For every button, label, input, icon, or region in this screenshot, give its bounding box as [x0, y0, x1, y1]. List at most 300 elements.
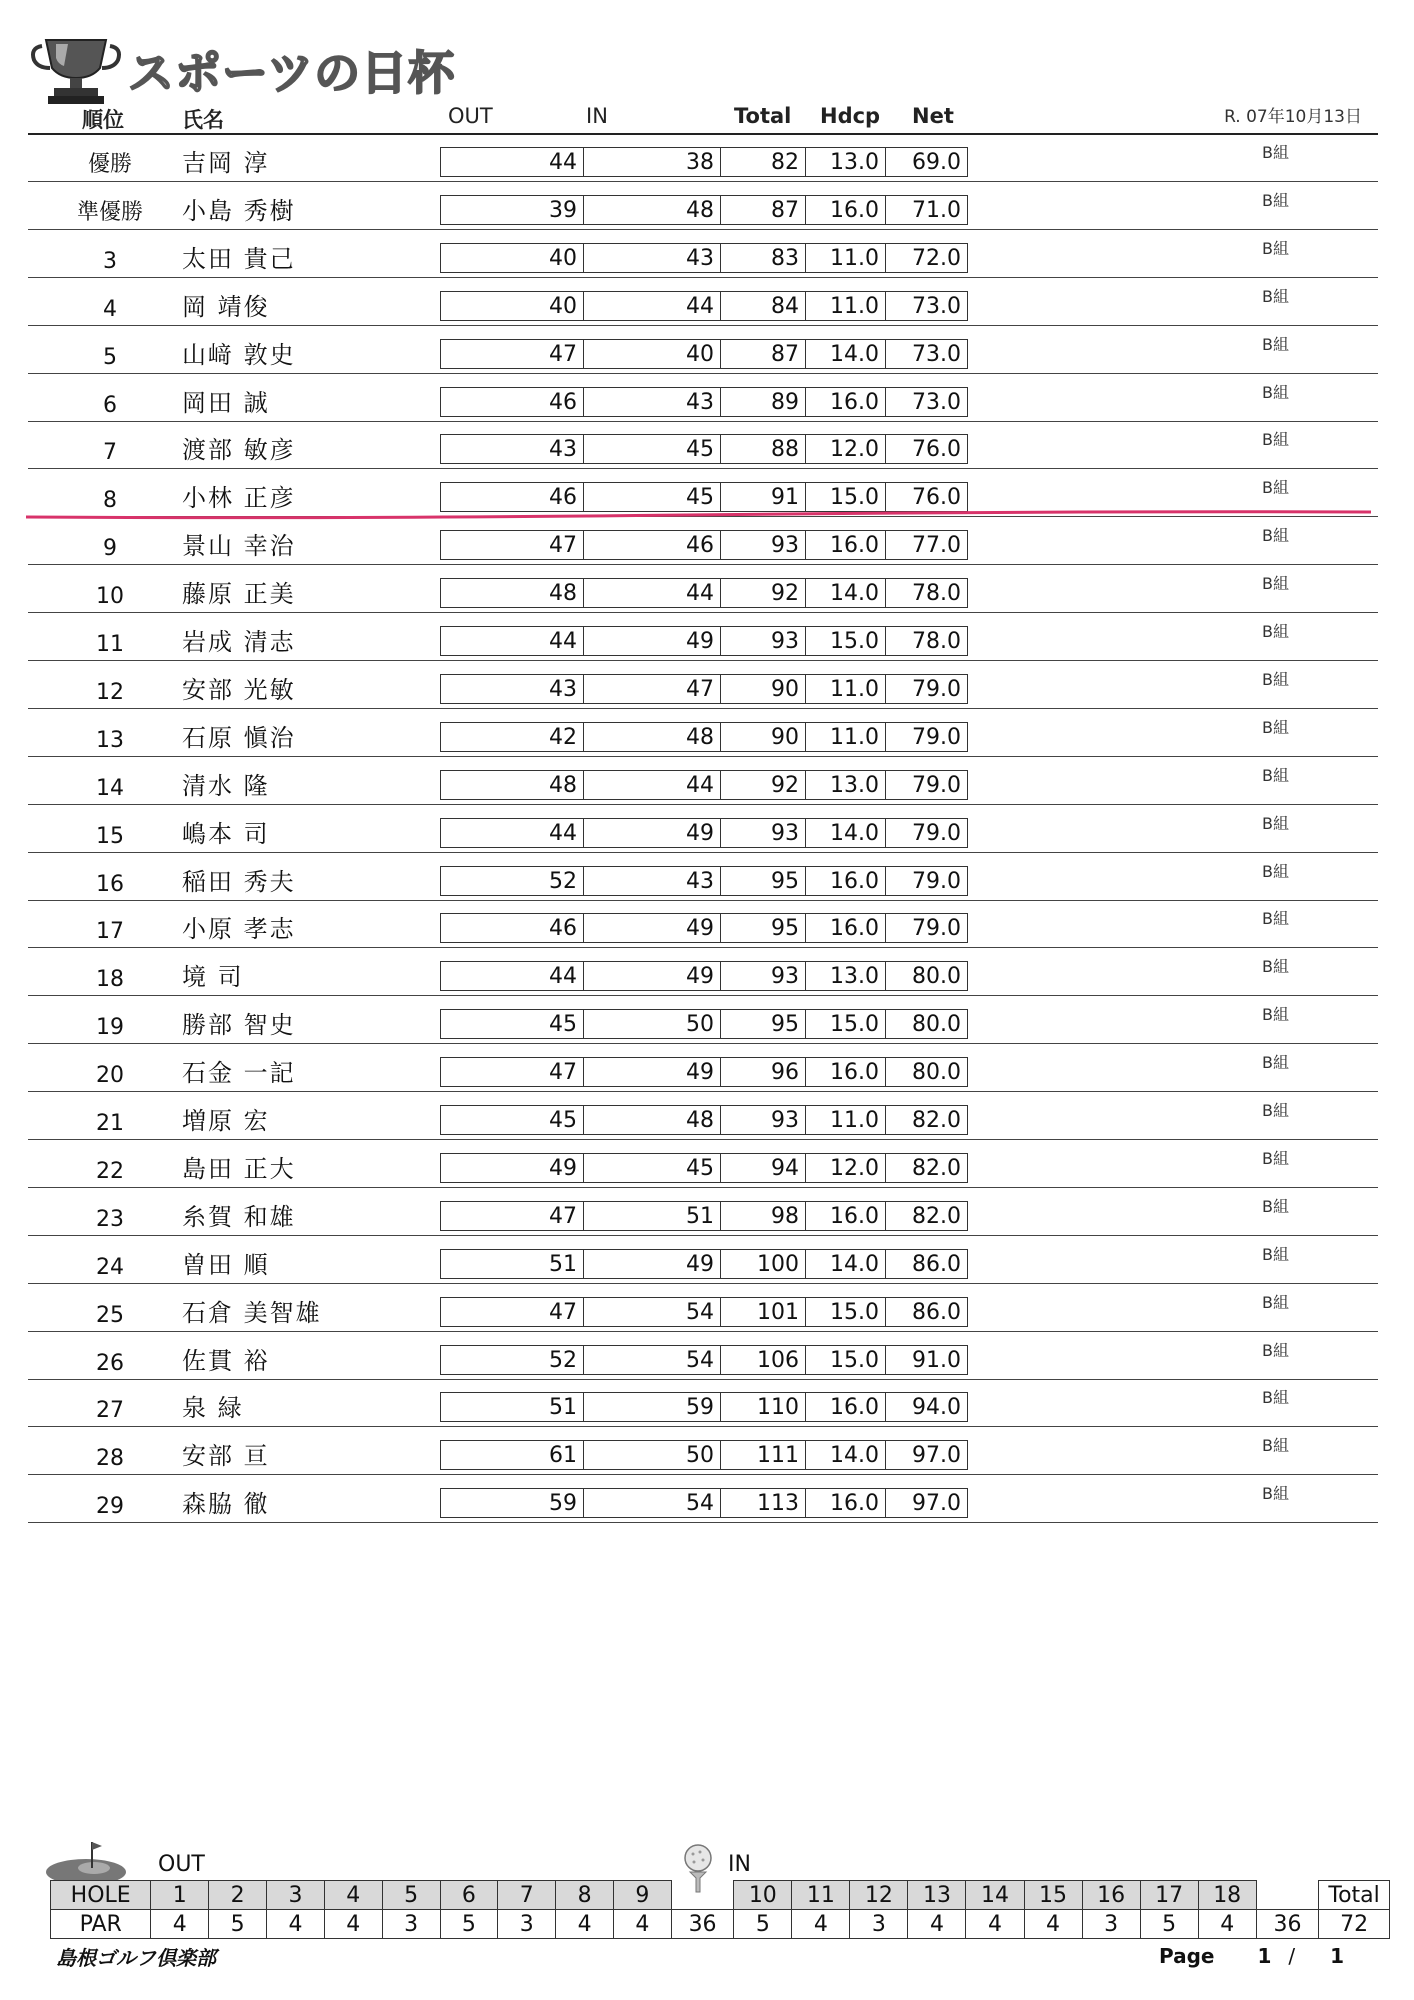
result-row — [0, 1427, 1414, 1475]
name-header: 氏名 — [182, 108, 224, 132]
net-score: 76.0 — [912, 437, 961, 463]
in-score: 46 — [584, 531, 721, 559]
hdcp-header: Hdcp — [820, 104, 881, 128]
rank: 12 — [96, 679, 124, 705]
in-total-spacer — [1256, 1881, 1318, 1910]
out-header: OUT — [448, 104, 493, 128]
net-score: 72.0 — [912, 245, 961, 271]
out-section-label: OUT — [158, 1852, 205, 1877]
group-label: B組 — [1262, 1436, 1289, 1456]
hole-par: 4 — [1024, 1910, 1082, 1939]
score-cells — [440, 1345, 968, 1375]
rank: 24 — [96, 1254, 124, 1280]
handicap: 16.0 — [806, 531, 886, 559]
result-row — [0, 1140, 1414, 1188]
result-row — [0, 709, 1414, 757]
in-score: 51 — [584, 1202, 721, 1230]
player-name: 島田 正大 — [182, 1154, 296, 1183]
total-score: 89 — [721, 388, 806, 416]
hole-number: 11 — [792, 1881, 850, 1910]
total-score: 100 — [721, 1250, 806, 1278]
net-score: 78.0 — [912, 581, 961, 607]
handicap: 16.0 — [806, 1202, 886, 1230]
rank: 11 — [96, 632, 124, 657]
group-label: B組 — [1262, 669, 1289, 689]
player-name: 岡田 誠 — [182, 388, 270, 417]
hole-number: 14 — [966, 1881, 1024, 1910]
rank: 15 — [96, 823, 124, 849]
result-row — [0, 374, 1414, 422]
result-row — [0, 1475, 1414, 1523]
group-label: B組 — [1262, 1388, 1289, 1408]
total-score: 92 — [721, 771, 806, 799]
hole-par: 3 — [1082, 1910, 1140, 1939]
hole-number: 16 — [1082, 1881, 1140, 1910]
in-section-label: IN — [728, 1852, 751, 1877]
out-score: 59 — [441, 1489, 584, 1517]
score-cells — [440, 1440, 968, 1470]
handicap: 14.0 — [806, 1250, 886, 1278]
hole-par: 4 — [556, 1910, 614, 1939]
handicap: 15.0 — [806, 1298, 886, 1326]
out-score: 40 — [441, 292, 584, 320]
group-label: B組 — [1262, 622, 1289, 641]
hole-number: 10 — [734, 1881, 792, 1910]
in-score: 40 — [584, 340, 721, 368]
in-score: 50 — [584, 1010, 721, 1038]
in-score: 43 — [584, 244, 721, 272]
rank: 28 — [96, 1446, 124, 1472]
document-header — [28, 30, 455, 110]
rank: 7 — [103, 440, 117, 466]
hole-number: 1 — [151, 1881, 209, 1910]
player-name: 石原 愼治 — [182, 723, 296, 752]
net-score: 78.0 — [912, 629, 961, 654]
player-name: 岡 靖俊 — [182, 292, 270, 321]
par-row — [51, 1910, 1390, 1939]
result-row — [0, 757, 1414, 805]
par-label: PAR — [51, 1910, 151, 1939]
trophy-icon — [28, 34, 124, 106]
out-score: 43 — [441, 675, 584, 703]
net-score: 94.0 — [912, 1395, 961, 1421]
rank: 20 — [96, 1063, 124, 1089]
net-score: 80.0 — [912, 964, 961, 990]
rank: 17 — [96, 919, 124, 945]
net-score: 80.0 — [912, 1012, 961, 1038]
handicap: 11.0 — [806, 244, 886, 272]
player-name: 糸賀 和雄 — [182, 1202, 296, 1231]
score-cells — [440, 722, 968, 752]
in-score: 43 — [584, 867, 721, 895]
in-score: 44 — [584, 292, 721, 320]
hole-par: 3 — [498, 1910, 556, 1939]
player-name: 増原 宏 — [182, 1107, 270, 1135]
result-row — [0, 134, 1414, 182]
hole-par: 4 — [908, 1910, 966, 1939]
group-label: B組 — [1262, 1484, 1289, 1504]
rank: 13 — [96, 727, 124, 753]
total-score: 93 — [721, 819, 806, 847]
hole-par: 4 — [614, 1910, 672, 1939]
net-score: 79.0 — [912, 916, 961, 942]
hole-number: 8 — [556, 1881, 614, 1910]
out-total-spacer — [671, 1881, 733, 1910]
in-score: 54 — [584, 1346, 721, 1374]
net-score: 76.0 — [912, 485, 961, 511]
document-title: スポーツの日杯 — [128, 46, 456, 100]
rank: 26 — [96, 1350, 124, 1376]
hole-par: 3 — [382, 1910, 440, 1939]
net-score: 79.0 — [912, 820, 961, 846]
score-cells — [440, 1488, 968, 1518]
net-score: 73.0 — [912, 341, 961, 367]
result-row — [0, 1379, 1414, 1427]
in-score: 45 — [584, 1154, 721, 1182]
group-label: B組 — [1262, 286, 1289, 306]
group-label: B組 — [1262, 1244, 1289, 1264]
total-score: 111 — [721, 1441, 806, 1469]
hole-par: 4 — [1198, 1910, 1256, 1939]
group-label: B組 — [1262, 478, 1289, 498]
out-score: 42 — [441, 723, 584, 751]
score-cells — [440, 1392, 968, 1422]
out-score: 45 — [441, 1010, 584, 1038]
handicap: 14.0 — [806, 340, 886, 368]
out-score: 47 — [441, 1058, 584, 1086]
group-label: B組 — [1262, 574, 1289, 594]
rank: 18 — [96, 967, 124, 993]
rank: 準優勝 — [76, 199, 143, 225]
hole-row — [51, 1881, 1390, 1910]
hole-par: 4 — [966, 1910, 1024, 1939]
group-label: B組 — [1262, 765, 1289, 785]
result-row — [0, 805, 1414, 853]
row-divider — [28, 1522, 1378, 1523]
player-name: 景山 幸治 — [182, 532, 296, 561]
player-name: 曽田 順 — [182, 1250, 270, 1279]
group-label: B組 — [1262, 430, 1289, 450]
hole-number: 18 — [1198, 1881, 1256, 1910]
result-row — [0, 853, 1414, 901]
total-score: 92 — [721, 579, 806, 607]
rank: 21 — [96, 1111, 124, 1136]
total-score: 106 — [721, 1346, 806, 1374]
score-cells — [440, 1201, 968, 1231]
in-score: 49 — [584, 627, 721, 655]
out-score: 44 — [441, 148, 584, 176]
rank: 27 — [96, 1398, 124, 1424]
handicap: 15.0 — [806, 627, 886, 655]
hole-par: 3 — [850, 1910, 908, 1939]
handicap: 14.0 — [806, 1441, 886, 1469]
result-row — [0, 1188, 1414, 1236]
player-name: 太田 貴己 — [182, 244, 296, 273]
total-score: 113 — [721, 1489, 806, 1517]
hole-par: 4 — [267, 1910, 325, 1939]
out-score: 44 — [441, 819, 584, 847]
score-cells — [440, 147, 968, 177]
in-score: 44 — [584, 579, 721, 607]
out-score: 52 — [441, 1346, 584, 1374]
group-label: B組 — [1262, 238, 1289, 258]
score-cells — [440, 626, 968, 656]
player-name: 藤原 正美 — [182, 580, 296, 609]
group-label: B組 — [1262, 1148, 1289, 1168]
hole-par: 5 — [209, 1910, 267, 1939]
rank: 19 — [96, 1015, 124, 1041]
club-name: 島根ゴルフ倶楽部 — [56, 1946, 216, 1970]
out-score: 44 — [441, 962, 584, 990]
player-name: 安部 光敏 — [182, 675, 296, 704]
score-cells — [440, 387, 968, 417]
hole-par: 4 — [151, 1910, 209, 1939]
score-cells — [440, 818, 968, 848]
in-score: 45 — [584, 483, 721, 511]
page-indicator — [1159, 1944, 1344, 1968]
handicap: 11.0 — [806, 675, 886, 703]
total-score: 83 — [721, 244, 806, 272]
group-label: B組 — [1262, 717, 1289, 737]
out-score: 52 — [441, 867, 584, 895]
player-name: 泉 緑 — [182, 1394, 244, 1423]
score-cells — [440, 195, 968, 225]
net-score: 86.0 — [912, 1299, 961, 1325]
rank: 14 — [96, 775, 124, 801]
hole-par: 5 — [440, 1910, 498, 1939]
handicap: 13.0 — [806, 962, 886, 990]
group-label: B組 — [1262, 1005, 1289, 1025]
net-score: 69.0 — [912, 150, 961, 175]
hole-par: 5 — [734, 1910, 792, 1939]
in-score: 50 — [584, 1441, 721, 1469]
rank: 22 — [96, 1158, 124, 1184]
group-label: B組 — [1262, 190, 1289, 210]
player-name: 小島 秀樹 — [182, 196, 296, 225]
par-footer — [50, 1838, 1390, 1968]
out-score: 43 — [441, 435, 584, 463]
handicap: 16.0 — [806, 1058, 886, 1086]
group-label: B組 — [1262, 1340, 1289, 1360]
page-label: Page — [1159, 1944, 1215, 1968]
net-score: 71.0 — [912, 197, 961, 223]
out-score: 44 — [441, 627, 584, 655]
hole-number: 3 — [267, 1881, 325, 1910]
handicap: 15.0 — [806, 1010, 886, 1038]
group-label: B組 — [1262, 1292, 1289, 1312]
result-row — [0, 517, 1414, 565]
player-name: 森脇 徹 — [182, 1490, 270, 1519]
in-par-total: 36 — [1256, 1910, 1318, 1939]
group-label: B組 — [1262, 334, 1289, 354]
player-name: 渡部 敏彦 — [182, 436, 296, 465]
out-score: 47 — [441, 340, 584, 368]
net-score: 80.0 — [912, 1060, 961, 1086]
score-cells — [440, 1249, 968, 1279]
result-row — [0, 948, 1414, 996]
player-name: 小原 孝志 — [182, 915, 296, 944]
rank: 5 — [103, 344, 117, 370]
out-score: 40 — [441, 244, 584, 272]
handicap: 14.0 — [806, 579, 886, 607]
result-row — [0, 565, 1414, 613]
hole-number: 2 — [209, 1881, 267, 1910]
score-cells — [440, 434, 968, 464]
hole-par: 5 — [1140, 1910, 1198, 1939]
score-cells — [440, 243, 968, 273]
handicap: 13.0 — [806, 771, 886, 799]
score-cells — [440, 866, 968, 896]
total-score: 90 — [721, 675, 806, 703]
net-score: 86.0 — [912, 1251, 961, 1277]
handicap: 16.0 — [806, 1489, 886, 1517]
handicap: 13.0 — [806, 148, 886, 176]
out-score: 48 — [441, 579, 584, 607]
rank: 優勝 — [87, 152, 132, 177]
total-score: 94 — [721, 1154, 806, 1182]
in-score: 59 — [584, 1393, 721, 1421]
in-score: 45 — [584, 435, 721, 463]
rank: 3 — [103, 248, 117, 274]
total-score: 98 — [721, 1202, 806, 1230]
group-label: B組 — [1262, 909, 1289, 929]
net-score: 73.0 — [912, 293, 961, 319]
net-score: 91.0 — [912, 1347, 961, 1373]
in-score: 54 — [584, 1298, 721, 1326]
rank: 4 — [103, 296, 117, 322]
net-score: 82.0 — [912, 1203, 961, 1229]
group-label: B組 — [1262, 861, 1289, 881]
total-score: 95 — [721, 1010, 806, 1038]
group-label: B組 — [1262, 526, 1289, 546]
net-score: 82.0 — [912, 1108, 961, 1133]
total-score: 95 — [721, 867, 806, 895]
net-score: 97.0 — [912, 1491, 961, 1517]
total-score: 93 — [721, 627, 806, 655]
total-score: 87 — [721, 196, 806, 224]
score-cells — [440, 770, 968, 800]
cutoff-line — [26, 508, 1371, 524]
in-score: 48 — [584, 723, 721, 751]
event-date: R. 07年10月13日 — [1224, 107, 1362, 127]
score-cells — [440, 339, 968, 369]
total-score: 88 — [721, 435, 806, 463]
hole-number: 13 — [908, 1881, 966, 1910]
out-score: 47 — [441, 531, 584, 559]
net-score: 73.0 — [912, 389, 961, 415]
result-row — [0, 1284, 1414, 1332]
handicap: 11.0 — [806, 292, 886, 320]
player-name: 勝部 智史 — [182, 1011, 296, 1040]
group-label: B組 — [1262, 382, 1289, 402]
rank: 16 — [96, 871, 124, 897]
handicap: 11.0 — [806, 1106, 886, 1134]
handicap: 16.0 — [806, 196, 886, 224]
out-score: 46 — [441, 483, 584, 511]
out-score: 45 — [441, 1106, 584, 1134]
handicap: 11.0 — [806, 723, 886, 751]
group-label: B組 — [1262, 957, 1289, 977]
total-score: 91 — [721, 483, 806, 511]
hole-number: 17 — [1140, 1881, 1198, 1910]
out-score: 47 — [441, 1202, 584, 1230]
player-name: 山﨑 敦史 — [182, 340, 296, 369]
score-cells — [440, 913, 968, 943]
hole-number: 9 — [614, 1881, 672, 1910]
out-score: 61 — [441, 1441, 584, 1469]
score-cells — [440, 291, 968, 321]
out-score: 51 — [441, 1393, 584, 1421]
in-score: 48 — [584, 1106, 721, 1134]
hole-label: HOLE — [51, 1881, 151, 1910]
total-score: 110 — [721, 1393, 806, 1421]
score-cells — [440, 578, 968, 608]
score-cells — [440, 1297, 968, 1327]
out-score: 39 — [441, 196, 584, 224]
total-score: 96 — [721, 1058, 806, 1086]
player-name: 石倉 美智雄 — [182, 1298, 322, 1327]
handicap: 15.0 — [806, 483, 886, 511]
net-score: 82.0 — [912, 1155, 961, 1181]
total-header: Total — [734, 104, 792, 128]
player-name: 嶋本 司 — [182, 819, 270, 848]
out-score: 51 — [441, 1250, 584, 1278]
total-score: 84 — [721, 292, 806, 320]
player-name: 岩成 清志 — [182, 628, 296, 656]
total-score: 95 — [721, 914, 806, 942]
net-score: 79.0 — [912, 868, 961, 894]
result-row — [0, 661, 1414, 709]
out-score: 49 — [441, 1154, 584, 1182]
score-cells — [440, 1009, 968, 1039]
result-row — [0, 900, 1414, 948]
result-row — [0, 230, 1414, 278]
hole-par: 4 — [792, 1910, 850, 1939]
handicap: 16.0 — [806, 388, 886, 416]
in-score: 47 — [584, 675, 721, 703]
result-row — [0, 182, 1414, 230]
handicap: 16.0 — [806, 1393, 886, 1421]
page-current: 1 — [1257, 1944, 1272, 1968]
result-row — [0, 613, 1414, 661]
hole-number: 7 — [498, 1881, 556, 1910]
out-score: 48 — [441, 771, 584, 799]
total-score: 82 — [721, 148, 806, 176]
rank: 23 — [96, 1206, 124, 1232]
score-cells — [440, 674, 968, 704]
out-par-total: 36 — [671, 1910, 733, 1939]
player-name: 石金 一記 — [182, 1059, 296, 1088]
rank: 29 — [96, 1494, 124, 1520]
result-row — [0, 996, 1414, 1044]
out-score: 46 — [441, 914, 584, 942]
score-cells — [440, 1105, 968, 1135]
out-score: 46 — [441, 388, 584, 416]
net-score: 97.0 — [912, 1443, 961, 1469]
rank: 8 — [103, 488, 117, 514]
result-row — [0, 421, 1414, 469]
player-name: 佐貫 裕 — [182, 1346, 270, 1375]
net-score: 77.0 — [912, 533, 961, 559]
in-score: 43 — [584, 388, 721, 416]
group-label: B組 — [1262, 143, 1289, 162]
grand-par-total: 72 — [1319, 1910, 1390, 1939]
net-score: 79.0 — [912, 724, 961, 750]
handicap: 16.0 — [806, 914, 886, 942]
player-name: 小林 正彦 — [182, 484, 296, 513]
page-separator: / — [1288, 1944, 1296, 1968]
net-score: 79.0 — [912, 772, 961, 798]
